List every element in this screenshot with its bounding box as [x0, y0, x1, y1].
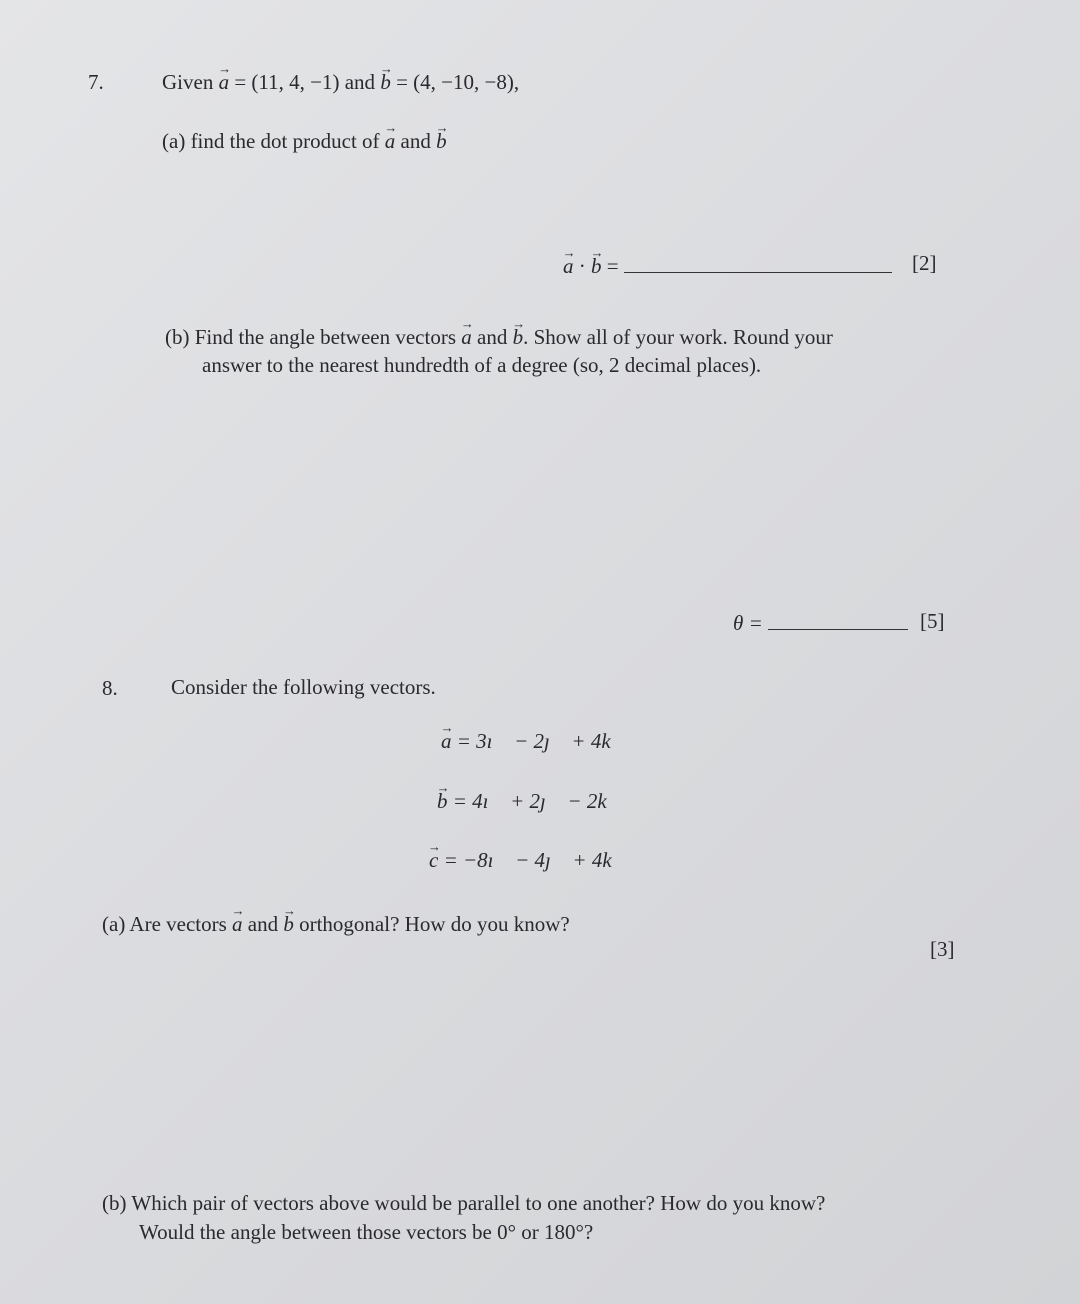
question-7b-prompt-line-2: answer to the nearest hundredth of a degree (so, 2 decimal places).: [202, 353, 762, 377]
equation-c-expression: = −8ı⃗ − 4ȷ⃗ + 4k⃗: [443, 848, 629, 872]
part-label: (a): [162, 129, 186, 153]
question-8-intro: Consider the following vectors.: [171, 675, 436, 699]
and-text: and: [477, 325, 508, 349]
vector-a-symbol: a →: [441, 729, 452, 754]
part-label: (a): [102, 912, 126, 936]
vector-b-components: (4, −10, −8),: [413, 70, 520, 94]
equation-vector-b: [437, 789, 623, 814]
question-7a-prompt: [162, 129, 447, 154]
marks-7a: [2]: [912, 251, 937, 275]
given-label: Given: [162, 70, 214, 94]
and-text: and: [400, 129, 431, 153]
part-a-text: find the dot product of: [190, 129, 380, 153]
angle-answer-blank[interactable]: [768, 629, 908, 630]
equals-sign: =: [234, 70, 247, 94]
marks-7b: [5]: [920, 609, 945, 633]
part-b-text-cont: . Show all of your work. Round your: [523, 325, 833, 349]
vector-b-symbol: b →: [591, 254, 602, 279]
question-8b-prompt-line-2: Would the angle between those vectors be 0° or 180°?: [139, 1220, 594, 1244]
equation-vector-c: [429, 848, 628, 873]
vector-b-symbol: b →: [283, 912, 294, 937]
equals-sign: =: [396, 70, 408, 94]
vector-a-components: (11, 4, −1): [251, 70, 340, 94]
question-7-given: [162, 70, 519, 95]
vector-c-symbol: c →: [429, 848, 438, 873]
part-a-text-cont: orthogonal? How do you know?: [299, 912, 570, 936]
vector-b-symbol: b →: [436, 129, 447, 154]
and-text: and: [247, 912, 279, 936]
vector-b-symbol: b →: [437, 789, 448, 814]
theta-label: θ =: [733, 611, 763, 635]
part-label: (b): [165, 325, 190, 349]
part-b-text: Which pair of vectors above would be parallel to one another? How do you know?: [131, 1191, 826, 1215]
question-7-number: 7.: [88, 70, 104, 94]
vector-b-symbol: b →: [513, 325, 524, 350]
and-text: and: [344, 70, 376, 94]
equation-a-expression: = 3ı⃗ − 2ȷ⃗ + 4k⃗: [456, 729, 628, 753]
dot-product-answer-blank[interactable]: [624, 272, 892, 273]
vector-a-symbol: a →: [461, 325, 472, 350]
dot-operator: ·: [578, 254, 586, 278]
equation-b-expression: = 4ı⃗ + 2ȷ⃗ − 2k⃗: [452, 789, 624, 813]
vector-b-symbol: b →: [380, 70, 391, 95]
angle-answer-line: [733, 611, 908, 636]
question-7b-prompt-line-1: [165, 325, 833, 350]
marks-8a: [3]: [930, 937, 955, 961]
question-8b-prompt-line-1: [102, 1191, 825, 1216]
dot-product-answer-line: [563, 254, 892, 279]
question-8-number: 8.: [102, 676, 118, 700]
part-b-text: Find the angle between vectors: [194, 325, 456, 349]
vector-a-symbol: a →: [563, 254, 574, 279]
equation-vector-a: [441, 729, 627, 754]
question-8a-prompt: [102, 912, 570, 937]
vector-a-symbol: a →: [232, 912, 243, 937]
part-a-text: Are vectors: [129, 912, 227, 936]
equals-sign: =: [606, 254, 619, 278]
vector-a-symbol: a →: [385, 129, 396, 154]
vector-a-symbol: a →: [219, 70, 230, 95]
part-label: (b): [102, 1191, 127, 1215]
